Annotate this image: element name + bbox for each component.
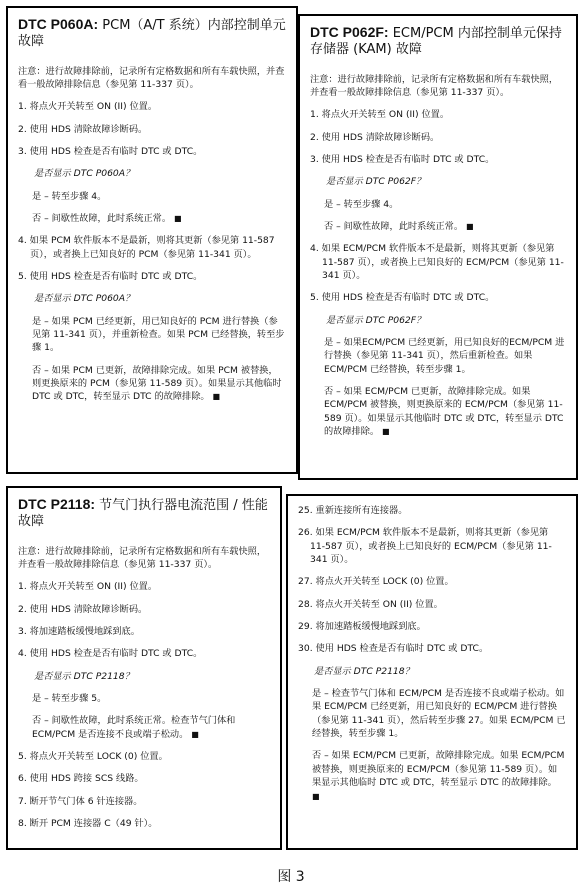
step-3: 3. 使用 HDS 检查是否有临时 DTC 或 DTC。 (18, 145, 203, 157)
answer-no-2: 否 – 如果 PCM 已更新，故障排除完成。如果 PCM 被替换，则更换原来的 PCM（参见第 11-589 页）。如果显示其他临时 DTC 或 DTC，转至显示 DTC 的故障排除。 ■ (32, 364, 282, 403)
answer-no-1: 否 – 间歇性故障，此时系统正常。检查节气门体和 ECM/PCM 是否连接不良或端子松动。 ■ (32, 715, 236, 740)
answer-yes-1: 是 – 转至步骤 4。 (32, 190, 107, 202)
step-1: 1. 将点火开关转至 ON (II) 位置。 (18, 581, 158, 593)
note: 注意：进行故障排除前，记录所有定格数据和所有车载快照，并查看一般故障排除信息（参见第 11-337 页）。 (18, 65, 285, 90)
step-4: 4. 使用 HDS 检查是否有临时 DTC 或 DTC。 (18, 648, 203, 660)
answer-yes-2: 是 – 如果 PCM 已经更新，用已知良好的 PCM 进行替换（参见第 11-341 页），并重新检查。如果 PCM 已经替换，转至步骤 1。 (32, 315, 285, 354)
answer-no-2: 否 – 如果 ECM/PCM 已更新，故障排除完成。如果 ECM/PCM 被替换，则更换原来的 ECM/PCM（参见第 11-589 页）。如果显示其他临时 DTC 或 DTC，转至显示 DTC 的故障排除。 ■ (324, 386, 564, 438)
question-1: 是否显示 DTC P2118？ (34, 670, 134, 682)
step-27: 27. 将点火开关转至 LOCK (0) 位置。 (298, 576, 454, 588)
dtc-code: DTC P2118: (18, 496, 96, 512)
panel-dtc-p062f (298, 14, 578, 480)
step-5: 5. 使用 HDS 检查是否有临时 DTC 或 DTC。 (18, 270, 203, 282)
step-29: 29. 将加速踏板缓慢地踩到底。 (298, 621, 426, 633)
dtc-code: DTC P062F: (310, 24, 389, 40)
dtc-description: 节气门执行器电流范围 / 性能故障 (18, 498, 268, 530)
step-28: 28. 将点火开关转至 ON (II) 位置。 (298, 598, 443, 610)
answer-yes-1: 是 – 转至步骤 5。 (32, 692, 107, 704)
answer-yes-1: 是 – 转至步骤 4。 (324, 198, 399, 210)
question-2: 是否显示 DTC P060A？ (34, 293, 135, 305)
step-5: 5. 将点火开关转至 LOCK (0) 位置。 (18, 750, 168, 762)
answer-no-1: 否 – 间歇性故障，此时系统正常。 ■ (324, 220, 474, 232)
question-1: 是否显示 DTC P062F？ (326, 176, 426, 188)
step-30: 30. 使用 HDS 检查是否有临时 DTC 或 DTC。 (298, 643, 489, 655)
dtc-code: DTC P060A: (18, 16, 99, 32)
question-2: 是否显示 DTC P062F？ (326, 314, 426, 326)
answer-yes-1: 是 – 检查节气门体和 ECM/PCM 是否连接不良或端子松动。如果 ECM/PCM 已经更新，用已知良好的 ECM/PCM 进行替换（参见第 11-341 页），然后转至步骤 27。如果 ECM/PCM 已经替换，转至步骤 1。 (312, 688, 566, 740)
question-1: 是否显示 DTC P2118？ (314, 665, 414, 677)
answer-yes-2: 是 – 如果ECM/PCM 已经更新，用已知良好的ECM/PCM 进行替换（参见第 11-341 页），然后重新检查。如果 ECM/PCM 已经替换，转至步骤 1。 (324, 336, 565, 375)
step-2: 2. 使用 HDS 清除故障诊断码。 (18, 603, 148, 615)
panel-dtc-p2118-continued (286, 494, 578, 850)
step-3: 3. 将加速踏板缓慢地踩到底。 (18, 625, 140, 637)
dtc-description: ECM/PCM 内部控制单元保持存储器 (KAM) 故障 (310, 26, 562, 58)
step-2: 2. 使用 HDS 清除故障诊断码。 (310, 131, 440, 143)
stop-icon: ■ (382, 427, 390, 437)
panel-title (18, 16, 286, 51)
stop-icon: ■ (173, 213, 182, 223)
panel-title (18, 496, 270, 531)
answer-no-1: 否 – 间歇性故障，此时系统正常。 ■ (32, 212, 182, 224)
step-6: 6. 使用 HDS 跨接 SCS 线路。 (18, 773, 144, 785)
step-4: 4. 如果 PCM 软件版本不是最新，则将其更新（参见第 11-587 页），或者换上已知良好的 PCM（参见第 11-341 页）。 (18, 235, 275, 260)
dtc-description: PCM（A/T 系统）内部控制单元故障 (18, 18, 286, 50)
step-1: 1. 将点火开关转至 ON (II) 位置。 (310, 109, 450, 121)
stop-icon: ■ (212, 392, 221, 402)
question-1: 是否显示 DTC P060A？ (34, 168, 135, 180)
panel-title (310, 24, 566, 59)
stop-icon: ■ (191, 729, 199, 739)
note: 注意：进行故障排除前，记录所有定格数据和所有车载快照，并查看一般故障排除信息（参见第 11-337 页）。 (310, 73, 559, 98)
step-4: 4. 如果 ECM/PCM 软件版本不是最新，则将其更新（参见第 11-587 页），或者换上已知良好的 ECM/PCM（参见第 11-341 页）。 (310, 243, 564, 281)
panel-dtc-p060a (6, 6, 298, 474)
step-8: 8. 断开 PCM 连接器 C（49 针）。 (18, 817, 158, 829)
step-7: 7. 断开节气门体 6 针连接器。 (18, 795, 143, 807)
answer-no-1: 否 – 如果 ECM/PCM 已更新，故障排除完成。如果 ECM/PCM 被替换，则更换原来的 ECM/PCM（参见第 11-589 页）。如果显示其他临时 DTC 或 DTC，转至显示 DTC 的故障排除。 ■ (312, 750, 565, 801)
step-3: 3. 使用 HDS 检查是否有临时 DTC 或 DTC。 (310, 153, 495, 165)
step-26: 26. 如果 ECM/PCM 软件版本不是最新，则将其更新（参见第 11-587 页），或者换上已知良好的 ECM/PCM（参见第 11-341 页）。 (298, 527, 552, 566)
stop-icon: ■ (465, 221, 474, 231)
panel-dtc-p2118 (6, 486, 282, 850)
stop-icon: ■ (312, 791, 320, 801)
step-2: 2. 使用 HDS 清除故障诊断码。 (18, 123, 148, 135)
figure-caption: 图 3 (277, 869, 305, 885)
note: 注意：进行故障排除前，记录所有定格数据和所有车载快照，并查看一般故障排除信息（参见第 11-337 页）。 (18, 545, 267, 570)
step-25: 25. 重新连接所有连接器。 (298, 505, 408, 516)
step-1: 1. 将点火开关转至 ON (II) 位置。 (18, 101, 158, 113)
step-5: 5. 使用 HDS 检查是否有临时 DTC 或 DTC。 (310, 292, 495, 304)
